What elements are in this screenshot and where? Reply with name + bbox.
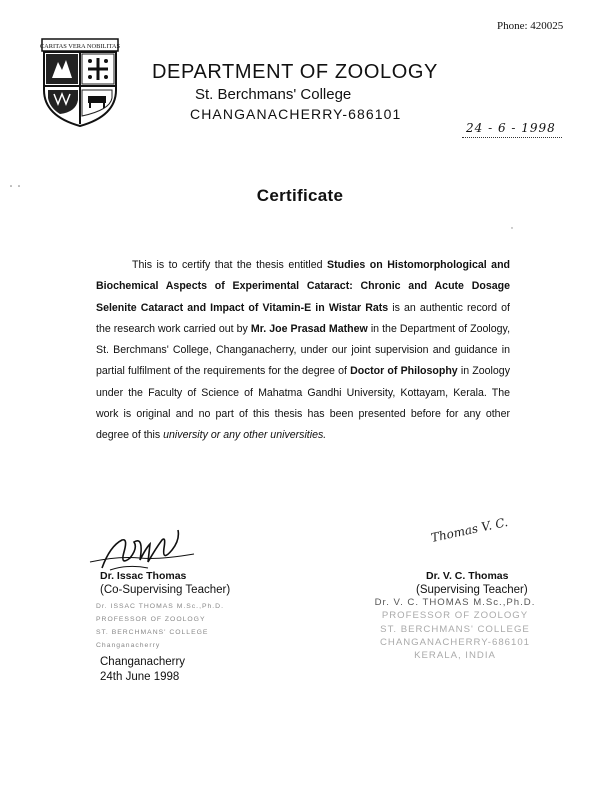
issue-place: Changanacherry bbox=[100, 656, 186, 668]
stamp-line: Dr. ISSAC THOMAS M.Sc.,Ph.D. bbox=[96, 603, 224, 610]
body-intro: This is to certify that the thesis entitled bbox=[132, 259, 327, 271]
college-name: St. Berchmans' College bbox=[195, 86, 352, 103]
department-heading: DEPARTMENT OF ZOOLOGY bbox=[152, 61, 438, 83]
supervisor-role: (Supervising Teacher) bbox=[416, 584, 528, 596]
college-address: CHANGANACHERRY-686101 bbox=[190, 106, 402, 122]
stamp-line: ST. BERCHMANS' COLLEGE bbox=[380, 623, 530, 635]
candidate-name: Mr. Joe Prasad Mathew bbox=[250, 322, 368, 335]
certificate-title: Certificate bbox=[256, 186, 344, 205]
body-record: is an authentic record of the research work carried out by bbox=[96, 301, 510, 335]
stamp-line: ST. BERCHMANS' COLLEGE bbox=[96, 629, 209, 636]
supervisor-name: Dr. V. C. Thomas bbox=[426, 570, 509, 582]
stamp-line: KERALA, INDIA bbox=[414, 650, 496, 662]
co-supervisor-name: Dr. Issac Thomas bbox=[100, 570, 187, 582]
co-supervisor-stamp bbox=[96, 600, 226, 652]
body-supervision: in the Department of Zoology, St. Berchmans' College, Changanacherry, under our joint supervision and guidance in partial fulfilment of the requirements for the degree of bbox=[96, 322, 511, 378]
stamp-line: PROFESSOR OF ZOOLOGY bbox=[381, 610, 529, 622]
issue-date: 24th June 1998 bbox=[100, 671, 180, 683]
body-university: in Zoology under the Faculty of Science of Mahatma Gandhi University, Kottayam, Kerala. The work is original and no part of this thesis has been presented before for any other degree of this bbox=[96, 365, 510, 442]
college-crest-logo bbox=[40, 38, 120, 128]
stamp-line: Dr. V. C. THOMAS M.Sc.,Ph.D. bbox=[374, 597, 536, 608]
co-supervisor-signature bbox=[88, 518, 198, 576]
body-closing: university or any other universities. bbox=[163, 429, 327, 442]
handwritten-date: 24 - 6 - 1998 bbox=[466, 121, 556, 135]
stamp-line: PROFESSOR OF ZOOLOGY bbox=[96, 616, 206, 623]
crest-motto: CARITAS VERA NOBILITAS bbox=[40, 43, 120, 50]
date-underline bbox=[462, 137, 562, 138]
stamp-line: Changanacherry bbox=[96, 642, 161, 649]
co-supervisor-role: (Co-Supervising Teacher) bbox=[100, 584, 231, 596]
stamp-line: CHANGANACHERRY-686101 bbox=[379, 636, 531, 648]
supervisor-signature bbox=[428, 508, 518, 548]
supervisor-signature-text: Thomas V. C. bbox=[429, 514, 510, 545]
certificate-body bbox=[96, 255, 510, 447]
phone-number: Phone: 420025 bbox=[497, 20, 564, 32]
supervisor-stamp bbox=[370, 596, 540, 662]
degree-name: Doctor of Philosophy bbox=[350, 365, 458, 378]
thesis-title: Studies on Histomorphological and Biochemical Aspects of Experimental Cataract: Chronic and Acute Dosage Selenite Cataract and Impact of Vitamin-E in Wistar Rats bbox=[96, 259, 511, 314]
